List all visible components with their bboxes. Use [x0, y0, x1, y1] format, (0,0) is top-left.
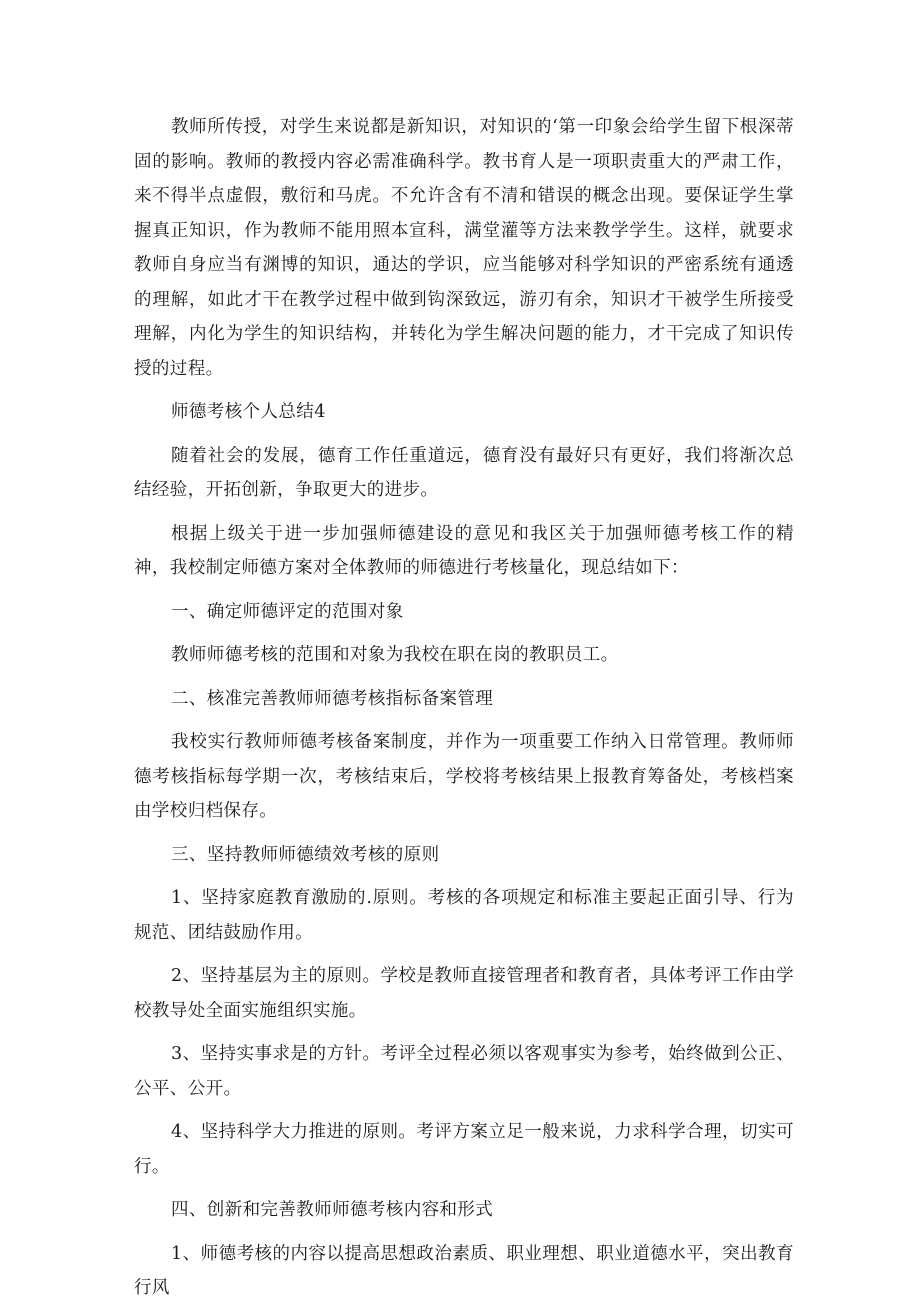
- paragraph-basis: 根据上级关于进一步加强师德建设的意见和我区关于加强师德考核工作的精神，我校制定师德方案对全体教师的师德进行考核量化，现总结如下：: [134, 523, 794, 578]
- section-title-summary-4: 师德考核个人总结4: [171, 402, 326, 422]
- content-item-1: 1、师德考核的内容以提高思想政治素质、职业理想、职业道德水平，突出教育行风: [134, 1243, 794, 1298]
- heading-filing: 二、核准完善教师师德考核指标备案管理: [171, 688, 494, 709]
- paragraph-knowledge-transfer: 教师所传授，对学生来说都是新知识，对知识的‘第一印象会给学生留下根深蒂固的影响。教师的教授内容必需准确科学。教书育人是一项职责重大的严肃工作，来不得半点虚假，敷衍和马虎。不允许含有不清和错误的概念出现。要保证学生掌握真正知识，作为教师不能用照本宣科，满堂灌等方法来教学学生。这样，就要求教师自身应当有渊博的知识，通达的学识，应当能够对科学知识的严密系统有通透的理解，如此才干在教学过程中做到钩深致远，游刃有余，知识才干被学生所接受理解，内化为学生的知识结构，并转化为学生解决问题的能力，才干完成了知识传授的过程。: [134, 117, 794, 379]
- principle-item-2: 2、坚持基层为主的原则。学校是教师直接管理者和教育者，具体考评工作由学校教导处全面实施组织实施。: [134, 966, 794, 1021]
- document-page: [134, 110, 794, 1306]
- principle-item-3: 3、坚持实事求是的方针。考评全过程必须以客观事实为参考，始终做到公正、公平、公开。: [134, 1044, 794, 1099]
- paragraph-filing: 我校实行教师师德考核备案制度，并作为一项重要工作纳入日常管理。教师师德考核指标每学期一次，考核结束后，学校将考核结果上报教育筹备处，考核档案由学校归档保存。: [134, 732, 794, 821]
- paragraph-scope: 教师师德考核的范围和对象为我校在职在岗的教职员工。: [171, 645, 619, 665]
- principle-item-1: 1、坚持家庭教育激励的.原则。考核的各项规定和标准主要起正面引导、行为规范、团结鼓励作用。: [134, 888, 794, 943]
- heading-content-form: 四、创新和完善教师师德考核内容和形式: [171, 1200, 494, 1220]
- paragraph-intro: 随着社会的发展，德育工作任重道远，德育没有最好只有更好，我们将渐次总结经验，开拓创新，争取更大的进步。: [134, 445, 794, 500]
- heading-scope: 一、确定师德评定的范围对象: [171, 601, 404, 622]
- heading-principles: 三、坚持教师师德绩效考核的原则: [171, 844, 440, 865]
- principle-item-4: 4、坚持科学大力推进的原则。考评方案立足一般来说，力求科学合理，切实可行。: [134, 1122, 794, 1177]
